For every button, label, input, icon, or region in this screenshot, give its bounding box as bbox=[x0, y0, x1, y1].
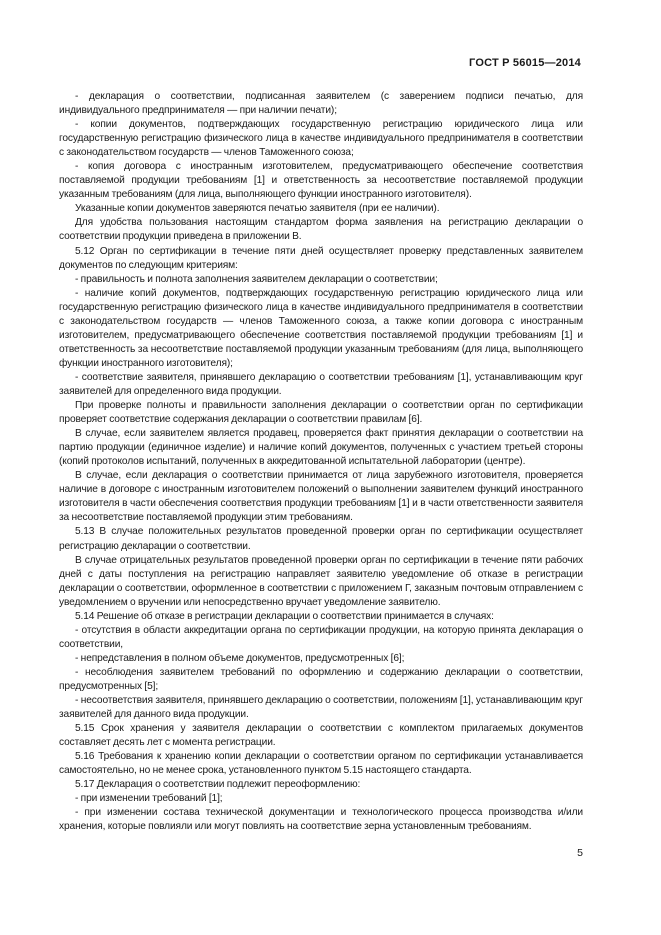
paragraph: - правильность и полнота заполнения заявителем декларации о соответствии; bbox=[75, 273, 438, 285]
paragraph: В случае отрицательных результатов проведенной проверки орган по сертификации в течение пяти рабочих дней с даты поступления на регистрацию направляет заявителю уведомление об отказе в регистрации декларации о соответствии, оформленное в соответствии с приложением Г, заказным почтовым отправлением с уведомлением о вручении или непосредственно вручает уведомление заявителю. bbox=[59, 554, 583, 608]
page-number: 5 bbox=[577, 847, 583, 859]
paragraph: - отсутствия в области аккредитации органа по сертификации продукции, на которую принята декларация о соответствии, bbox=[59, 624, 583, 650]
paragraph: - несоблюдения заявителем требований по оформлению и содержанию декларации о соответствии, предусмотренных [5]; bbox=[59, 666, 583, 692]
paragraph-5-15: 5.15 Срок хранения у заявителя декларации о соответствии с комплектом прилагаемых документов составляет десять лет с момента регистрации. bbox=[59, 723, 583, 749]
paragraph: Для удобства пользования настоящим стандартом форма заявления на регистрацию декларации о соответствии продукции приведена в приложении В. bbox=[59, 217, 583, 243]
paragraph: - непредставления в полном объеме документов, предусмотренных [6]; bbox=[75, 652, 405, 664]
paragraph: - несоответствия заявителя, принявшего декларацию о соответствии, положениям [1], устанавливающим круг заявителей для данного вида продукции. bbox=[59, 695, 583, 721]
paragraph-5-16: 5.16 Требования к хранению копии декларации о соответствии органом по сертификации устанавливается самостоятельно, но не менее срока, установленного пунктом 5.15 настоящего стандарта. bbox=[59, 751, 583, 777]
paragraph: В случае, если декларация о соответствии принимается от лица зарубежного изготовителя, проверяется наличие в договоре с иностранным изготовителем положений о выполнении заявителем функций иностранного изготовителя в части обеспечения соответствия продукции требованиям [1] и в части ответственности заявителя за несоответствие поставляемой продукции этим требованиям. bbox=[59, 470, 583, 524]
paragraph: - наличие копий документов, подтверждающих государственную регистрацию юридического лица или государственную регистрацию физического лица в качестве индивидуального предпринимателя в соответствии с законодательством государств — членов Таможенного союза, а также копии договора с иностранным изготовителем, предусматривающего обеспечение соответствия поставляемой продукции требованиям [1] и ответственность за несоответствие поставляемой продукции указанным требованиям (для лица, выполняющего функции иностранного изготовителя); bbox=[59, 287, 583, 369]
paragraph: В случае, если заявителем является продавец, проверяется факт принятия декларации о соответствии на партию продукции (единичное изделие) и наличие копий документов, полученных с участием третьей стороны (копий протоколов испытаний, полученных в аккредитованной испытательной лаборатории (центре). bbox=[59, 428, 583, 468]
paragraph-5-12: 5.12 Орган по сертификации в течение пяти дней осуществляет проверку представленных заявителем документов по следующим критериям: bbox=[59, 245, 583, 271]
paragraph: - копии документов, подтверждающих государственную регистрацию юридического лица или государственную регистрацию физического лица в качестве индивидуального предпринимателя в соответствии с законодательством государств — членов Таможенного союза; bbox=[59, 119, 583, 159]
paragraph: Указанные копии документов заверяются печатью заявителя (при ее наличии). bbox=[75, 203, 440, 215]
paragraph-5-17: 5.17 Декларация о соответствии подлежит переоформлению: bbox=[75, 779, 361, 791]
paragraph-5-14: 5.14 Решение об отказе в регистрации декларации о соответствии принимается в случаях: bbox=[75, 610, 494, 622]
paragraph-5-13: 5.13 В случае положительных результатов проведенной проверки орган по сертификации осуществляет регистрацию декларации о соответствии. bbox=[59, 526, 583, 552]
paragraph: - при изменении состава технической документации и технологического процесса производства и/или хранения, которые повлияли или могут повлиять на соответствие зерна установленным требованиям. bbox=[59, 807, 583, 833]
paragraph: - соответствие заявителя, принявшего декларацию о соответствии требованиям [1], устанавливающим круг заявителей для определенного вида продукции. bbox=[59, 371, 583, 397]
paragraph: - декларация о соответствии, подписанная заявителем (с заверением подписи печатью, для индивидуального предпринимателя — при наличии печати); bbox=[59, 91, 583, 117]
paragraph: - копия договора с иностранным изготовителем, предусматривающего обеспечение соответствия поставляемой продукции требованиям [1] и ответственность за несоответствие поставляемой продукции указанным требованиям (для лица, выполняющего функции иностранного изготовителя). bbox=[59, 161, 583, 201]
document-header-standard: ГОСТ Р 56015—2014 bbox=[469, 57, 581, 69]
document-body bbox=[59, 90, 583, 834]
paragraph: - при изменении требований [1]; bbox=[75, 793, 223, 805]
paragraph: При проверке полноты и правильности заполнения декларации о соответствии орган по сертификации проверяет соответствие содержания декларации о соответствии правилам [6]. bbox=[59, 400, 583, 426]
